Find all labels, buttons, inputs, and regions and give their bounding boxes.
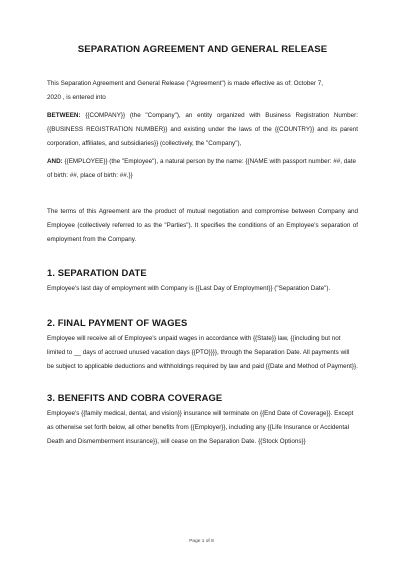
section-benefits-cobra bbox=[47, 392, 358, 449]
document-title: SEPARATION AGREEMENT AND GENERAL RELEASE bbox=[77, 44, 328, 55]
section-paragraph: Employee's {{family medical, dental, and vision}} insurance will terminate on {{End Date of Coverage}}. Except as otherwise set forth below, all other benefits from {{Employer}}, including any {{Life Insurance or Accidental Death and Dismemberment insurance}}, will cease on the Separation Date. {{Stock Options}} bbox=[47, 410, 354, 445]
page-number: Page 1 of 8 bbox=[189, 539, 214, 544]
terms-paragraph: The terms of this Agreement are the product of mutual negotiation and compromise between Company and Employee (collectively referred to as the "Parties"). It specifies the conditions of an Employee's separation of employment from the Company. bbox=[47, 208, 358, 243]
between-label: BETWEEN: bbox=[47, 112, 81, 119]
between-text: {{COMPANY}} (the "Company"), an entity organized with Business Registration Number: {{BUSINESS REGISTRATION NUMBER}} and existing under the laws of the {{COUNTRY}} and its parent corporation, affiliates, and subsidiaries}} (collectively, the "Company"), bbox=[47, 112, 358, 147]
section-paragraph: Employee will receive all of Employee's unpaid wages in accordance with {{State}} law, {{including but not limited to __ days of accrued unused vacation days {{PTO}}}}, through the Separation Date. All payments will be subject to applicable deductions and withholdings required by law and paid {{Date and Method of Payment}}. bbox=[47, 335, 358, 370]
section-separation-date bbox=[47, 267, 358, 296]
and-text: {{EMPLOYEE}} (the "Employee"), a natural person by the name: {{NAME with passport number: ##, date of birth: ##, place of birth: ##.}} bbox=[47, 158, 356, 179]
section-paragraph: Employee's last day of employment with Company is {{Last Day of Employment}} ("Separation Date"). bbox=[47, 285, 331, 292]
section-heading: 2. FINAL PAYMENT OF WAGES bbox=[47, 317, 188, 328]
intro-year-line: 2020 , is entered into bbox=[47, 94, 106, 101]
section-final-payment bbox=[47, 317, 358, 374]
section-heading: 1. SEPARATION DATE bbox=[47, 267, 147, 278]
intro-effective-line: This Separation Agreement and General Release ("Agreement") is made effective as of: October 7, bbox=[47, 80, 323, 87]
and-label: AND: bbox=[47, 158, 63, 165]
section-heading: 3. BENEFITS AND COBRA COVERAGE bbox=[47, 392, 223, 403]
between-paragraph bbox=[47, 109, 358, 151]
and-paragraph bbox=[47, 155, 358, 183]
